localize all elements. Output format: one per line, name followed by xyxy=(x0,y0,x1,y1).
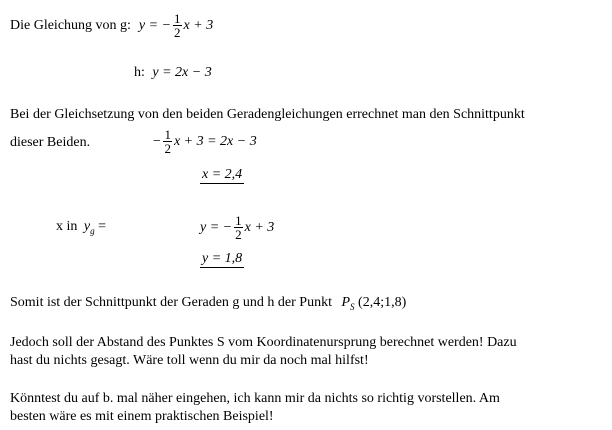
fraction-one-half: $\frac{1}{2}$ xyxy=(174,11,181,40)
equation-g xyxy=(10,12,213,39)
paragraph-3-line-b: hast du nichts gesagt. Wäre toll wenn du mir da noch mal hilfst! xyxy=(10,353,369,368)
fraction-one-half: $\frac{1}{2}$ xyxy=(235,213,242,242)
point-variable: P xyxy=(341,295,351,310)
point-coordinates: (2,4;1,8) xyxy=(358,295,407,310)
substitution-label: x in $y_g$ = xyxy=(56,219,107,236)
y-result: y = 1,8 xyxy=(202,251,243,266)
equation-setting-equal xyxy=(152,128,257,155)
paragraph-3-line-a: Jedoch soll der Abstand des Punktes S vom Koordinatenursprung berechnet werden! Dazu xyxy=(10,335,517,350)
paragraph-2: Somit ist der Schnittpunkt der Geraden g und h der Punkt $P_S$ (2,4;1,8) xyxy=(10,295,407,312)
fraction-one-half: $\frac{1}{2}$ xyxy=(164,127,171,156)
equation-h xyxy=(134,64,212,82)
equation-g-lhs: y = − xyxy=(138,17,172,33)
paragraph-4-line-a: Könntest du auf b. mal näher eingehen, ich kann mir da nichts so richtig vorstellen. Am xyxy=(10,391,500,406)
equation-h-eq: y = 2x − 3 xyxy=(152,65,212,80)
point-subscript: S xyxy=(350,301,355,312)
paragraph-1-line-a: Bei der Gleichsetzung von den beiden Geradengleichungen errechnet man den Schnittpunkt xyxy=(10,107,525,122)
equation-g-intro: Die Gleichung von g: xyxy=(10,17,131,33)
substitution-equation: y = − $\frac{1}{2}$ x + 3 xyxy=(200,213,275,242)
equation-g-rhs: x + 3 xyxy=(183,17,214,33)
x-result: x = 2,4 xyxy=(202,167,243,182)
equation-minus: − xyxy=(152,133,162,149)
paragraph-1-line-b: dieser Beiden. xyxy=(10,135,91,150)
equation-rest: x + 3 = 2x − 3 xyxy=(173,133,257,149)
equation-h-label: h: xyxy=(134,65,145,80)
paragraph-4-line-b: besten wäre es mit einem praktischen Beispiel! xyxy=(10,409,274,424)
